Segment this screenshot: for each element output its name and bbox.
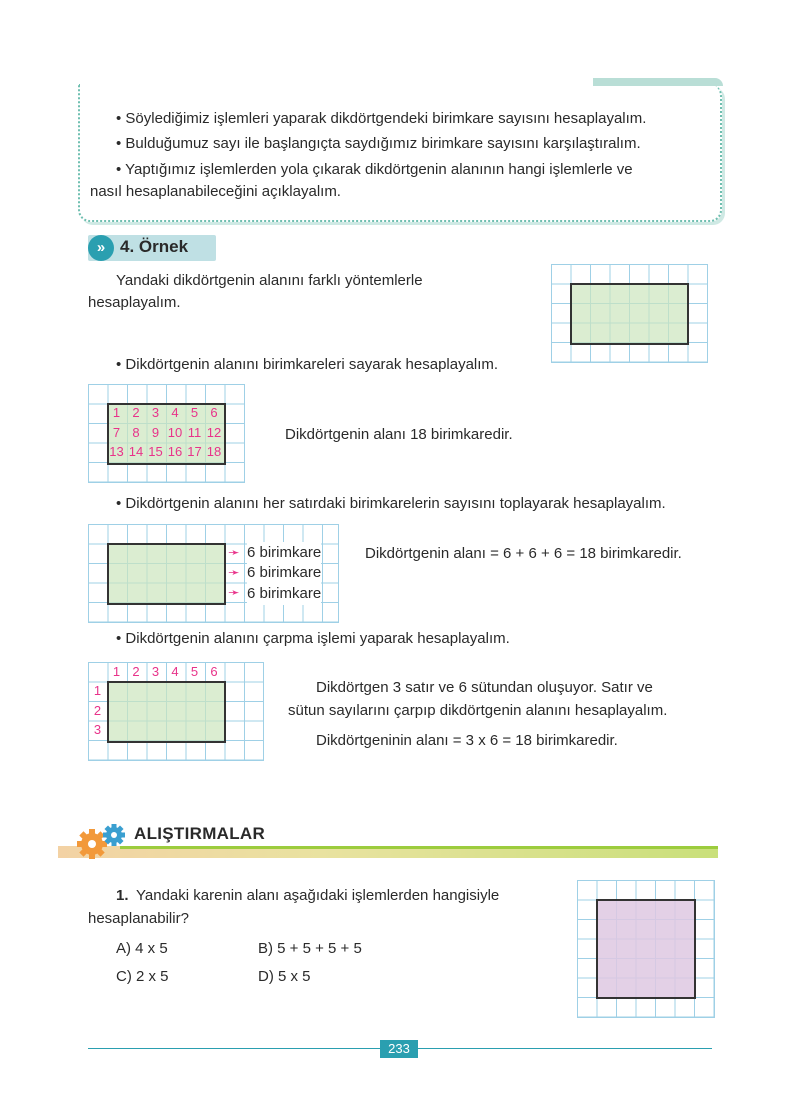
double-chevron-icon: » bbox=[88, 235, 114, 261]
row-label-2: 6 birimkare bbox=[247, 562, 321, 584]
bullet-2: • Bulduğumuz sayı ile başlangıçta saydığımız birimkare sayısını karşılaştıralım. bbox=[116, 135, 641, 152]
method-1-text: • Dikdörtgenin alanını birimkareleri sayarak hesaplayalım. bbox=[116, 356, 499, 373]
bullet-3: • Yaptığımız işlemlerden yola çıkarak dikdörtgenin alanının hangi işlemlerle ve bbox=[116, 161, 633, 178]
exercises-header-line bbox=[120, 846, 718, 849]
cell-number: 13 bbox=[109, 444, 124, 459]
arrow-right-icon: ➛ bbox=[228, 584, 240, 600]
arrow-right-icon: ➛ bbox=[228, 564, 240, 580]
example-title: 4. Örnek bbox=[120, 237, 189, 256]
row-number: 3 bbox=[93, 722, 102, 737]
cell-number: 14 bbox=[128, 444, 144, 459]
question-text-1: Yandaki karenin alanı aşağıdaki işlemlerden hangisiyle bbox=[136, 887, 500, 904]
cell-number: 16 bbox=[167, 444, 183, 459]
column-number: 3 bbox=[151, 664, 160, 679]
cell-number: 1 bbox=[112, 405, 121, 420]
row-number: 1 bbox=[93, 683, 102, 698]
cell-number: 9 bbox=[151, 424, 160, 440]
cell-number: 12 bbox=[206, 424, 222, 440]
method-2-result: Dikdörtgenin alanı = 6 + 6 + 6 = 18 birimkaredir. bbox=[365, 545, 682, 562]
cell-number: 4 bbox=[171, 405, 179, 420]
method-1-result: Dikdörtgenin alanı 18 birimkaredir. bbox=[285, 426, 513, 443]
example-rectangle bbox=[570, 283, 689, 345]
option-b: B) 5 + 5 + 5 + 5 bbox=[258, 940, 362, 957]
method-3-line-1: Dikdörtgen 3 satır ve 6 sütundan oluşuyor. Satır ve bbox=[316, 679, 653, 696]
column-number: 2 bbox=[132, 664, 140, 679]
column-number: 6 bbox=[210, 664, 218, 679]
page-number: 233 bbox=[380, 1040, 418, 1058]
footer-line-right bbox=[418, 1048, 712, 1049]
option-a: A) 4 x 5 bbox=[116, 940, 168, 957]
cell-number: 2 bbox=[132, 405, 140, 420]
instruction-box bbox=[78, 84, 722, 222]
option-d: D) 5 x 5 bbox=[258, 968, 311, 985]
row-number: 2 bbox=[93, 702, 102, 718]
cell-number: 6 bbox=[210, 405, 218, 420]
cell-number: 10 bbox=[167, 424, 183, 440]
question-number: 1. bbox=[116, 887, 129, 904]
example-intro-1: Yandaki dikdörtgenin alanını farklı yöntemlerle bbox=[116, 272, 423, 289]
row-label-3: 6 birimkare bbox=[247, 583, 321, 605]
example-intro-2: hesaplayalım. bbox=[88, 294, 181, 311]
arrow-right-icon: ➛ bbox=[228, 544, 240, 560]
column-number: 1 bbox=[112, 664, 121, 679]
footer-line-left bbox=[88, 1048, 380, 1049]
cell-number: 15 bbox=[148, 444, 163, 459]
method-3-text: • Dikdörtgenin alanını çarpma işlemi yaparak hesaplayalım. bbox=[116, 630, 510, 647]
cell-number: 17 bbox=[187, 444, 202, 459]
method-3-line-2: sütun sayılarını çarpıp dikdörtgenin alanını hesaplayalım. bbox=[288, 702, 668, 719]
cell-number: 8 bbox=[132, 424, 140, 440]
square-shape bbox=[596, 899, 696, 999]
bullet-3-cont: nasıl hesaplanabileceğini açıklayalım. bbox=[90, 183, 341, 200]
column-number: 5 bbox=[190, 664, 199, 679]
cell-number: 7 bbox=[112, 424, 121, 440]
option-c: C) 2 x 5 bbox=[116, 968, 169, 985]
gears-icon bbox=[76, 822, 130, 860]
cell-number: 18 bbox=[206, 444, 222, 459]
method-3-rectangle bbox=[107, 681, 226, 743]
column-number: 4 bbox=[171, 664, 179, 679]
row-label-1: 6 birimkare bbox=[247, 542, 321, 564]
cell-number: 3 bbox=[151, 405, 160, 420]
method-2-text: • Dikdörtgenin alanını her satırdaki birimkarelerin sayısını toplayarak hesaplayalım. bbox=[116, 495, 666, 512]
method-2-rectangle bbox=[107, 543, 226, 605]
cell-number: 5 bbox=[190, 405, 199, 420]
bullet-1: • Söylediğimiz işlemleri yaparak dikdörtgendeki birimkare sayısını hesaplayalım. bbox=[116, 110, 647, 127]
question-text-2: hesaplanabilir? bbox=[88, 910, 189, 927]
cell-number: 11 bbox=[187, 424, 202, 440]
method-3-result: Dikdörtgeninin alanı = 3 x 6 = 18 birimkaredir. bbox=[316, 732, 618, 749]
exercises-title: ALIŞTIRMALAR bbox=[134, 824, 266, 843]
